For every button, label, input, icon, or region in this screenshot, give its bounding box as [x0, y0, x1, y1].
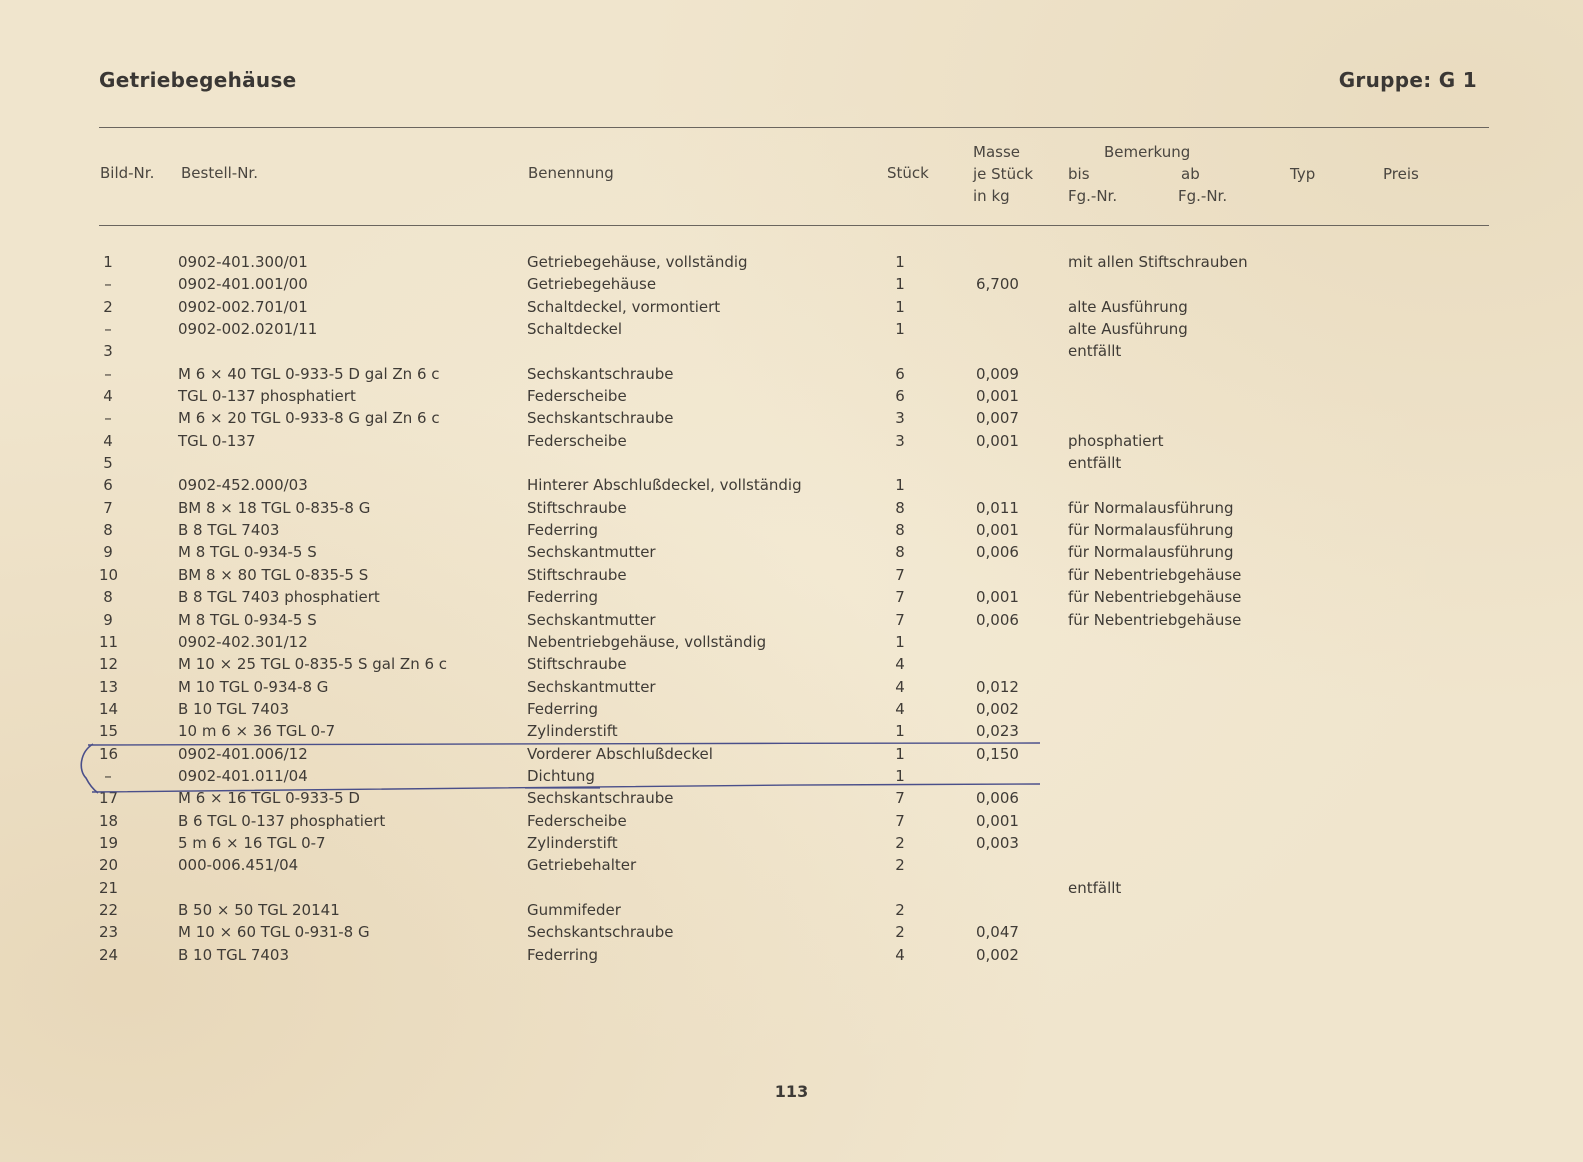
benennung-cell: Schaltdeckel: [527, 320, 623, 339]
bestell-cell: 0902-452.000/03: [178, 476, 308, 495]
bild-cell: –: [104, 275, 112, 294]
benennung-cell: Sechskantschraube: [527, 409, 674, 428]
bild-cell: –: [104, 320, 112, 339]
bild-cell: 22: [99, 900, 119, 919]
stueck-cell: 1: [895, 275, 905, 294]
stueck-cell: 8: [895, 521, 905, 540]
benennung-cell: Sechskantschraube: [527, 364, 674, 383]
bestell-cell: 10 m 6 × 36 TGL 0-7: [178, 722, 336, 741]
stueck-cell: 8: [895, 498, 905, 517]
bild-cell: 8: [103, 521, 113, 540]
bemerkung-cell: alte Ausführung: [1068, 320, 1188, 339]
masse-cell: 0,003: [976, 833, 1019, 852]
bestell-cell: 0902-402.301/12: [178, 632, 308, 651]
bild-cell: 14: [99, 699, 119, 718]
group-label: Gruppe: G 1: [1338, 68, 1477, 92]
bild-cell: 2: [103, 297, 113, 316]
bestell-cell: BM 8 × 80 TGL 0-835-5 S: [178, 565, 369, 584]
masse-cell: 0,023: [976, 722, 1019, 741]
bild-cell: –: [104, 766, 112, 785]
stueck-cell: 1: [895, 297, 905, 316]
col-header-bestell: Bestell-Nr.: [181, 164, 258, 182]
benennung-cell: Stiftschraube: [527, 498, 627, 517]
stueck-cell: 1: [895, 766, 905, 785]
masse-cell: 0,006: [976, 543, 1019, 562]
bestell-cell: 5 m 6 × 16 TGL 0-7: [178, 833, 326, 852]
benennung-cell: Stiftschraube: [527, 655, 627, 674]
bemerkung-cell: phosphatiert: [1068, 431, 1164, 450]
masse-cell: 6,700: [976, 275, 1019, 294]
bemerkung-cell: alte Ausführung: [1068, 297, 1188, 316]
benennung-cell: Hinterer Abschlußdeckel, vollständig: [527, 476, 802, 495]
benennung-cell: Gummifeder: [527, 900, 621, 919]
benennung-cell: Stiftschraube: [527, 565, 627, 584]
bestell-cell: 0902-401.001/00: [178, 275, 308, 294]
bestell-cell: B 8 TGL 7403: [178, 521, 280, 540]
bild-cell: 24: [99, 945, 119, 964]
col-header-bemerkung: Bemerkung: [1104, 143, 1191, 161]
benennung-cell: Zylinderstift: [527, 722, 618, 741]
col-header-masse-je-stueck: je Stück: [973, 165, 1034, 183]
masse-cell: 0,009: [976, 364, 1019, 383]
benennung-cell: Federring: [527, 521, 599, 540]
page-title: Getriebegehäuse: [99, 68, 297, 92]
stueck-cell: 4: [895, 677, 905, 696]
bemerkung-cell: für Normalausführung: [1068, 543, 1234, 562]
col-header-preis: Preis: [1383, 165, 1419, 183]
bemerkung-cell: entfällt: [1068, 878, 1122, 897]
bemerkung-cell: für Nebentriebgehäuse: [1068, 610, 1242, 629]
col-header-benennung: Benennung: [528, 164, 614, 182]
bild-cell: 3: [103, 342, 113, 361]
masse-cell: 0,001: [976, 521, 1019, 540]
benennung-cell: Sechskantschraube: [527, 923, 674, 942]
pen-line-top: [88, 743, 1040, 745]
masse-cell: 0,007: [976, 409, 1019, 428]
bestell-cell: B 8 TGL 7403 phosphatiert: [178, 588, 380, 607]
masse-cell: 0,012: [976, 677, 1019, 696]
benennung-cell: Federscheibe: [527, 387, 627, 406]
masse-cell: 0,006: [976, 610, 1019, 629]
stueck-cell: 7: [895, 811, 905, 830]
bild-cell: 8: [103, 588, 113, 607]
benennung-cell: Vorderer Abschlußdeckel: [527, 744, 713, 763]
benennung-cell: Federring: [527, 945, 599, 964]
masse-cell: 0,047: [976, 923, 1019, 942]
masse-cell: 0,150: [976, 744, 1019, 763]
bild-cell: 17: [99, 789, 119, 808]
col-header-masse-unit: in kg: [973, 187, 1010, 205]
bild-cell: 10: [99, 565, 119, 584]
stueck-cell: 3: [895, 431, 905, 450]
bestell-cell: TGL 0-137 phosphatiert: [178, 387, 356, 406]
bestell-cell: B 50 × 50 TGL 20141: [178, 900, 340, 919]
bemerkung-cell: für Nebentriebgehäuse: [1068, 588, 1242, 607]
stueck-cell: 4: [895, 655, 905, 674]
stueck-cell: 6: [895, 364, 905, 383]
bestell-cell: 0902-401.011/04: [178, 766, 308, 785]
bild-cell: 16: [99, 744, 119, 763]
benennung-cell: Getriebegehäuse: [527, 275, 657, 294]
bestell-cell: BM 8 × 18 TGL 0-835-8 G: [178, 498, 371, 517]
bestell-cell: M 6 × 20 TGL 0-933-8 G gal Zn 6 c: [178, 409, 440, 428]
stueck-cell: 1: [895, 320, 905, 339]
bestell-cell: TGL 0-137: [178, 431, 256, 450]
col-header-masse: Masse: [973, 143, 1020, 161]
stueck-cell: 7: [895, 610, 905, 629]
bild-cell: 4: [103, 431, 113, 450]
bild-cell: 7: [103, 498, 113, 517]
benennung-cell: Getriebegehäuse, vollständig: [527, 253, 748, 271]
bild-cell: 1: [103, 253, 113, 271]
stueck-cell: 2: [895, 923, 905, 942]
stueck-cell: 1: [895, 476, 905, 495]
bestell-cell: B 6 TGL 0-137 phosphatiert: [178, 811, 386, 830]
benennung-cell: Nebentriebgehäuse, vollständig: [527, 632, 767, 651]
bild-cell: 9: [103, 610, 113, 629]
bestell-cell: B 10 TGL 7403: [178, 945, 289, 964]
benennung-cell: Sechskantschraube: [527, 789, 674, 808]
col-header-fg-ab: Fg.-Nr.: [1178, 187, 1228, 205]
bild-cell: 15: [99, 722, 119, 741]
benennung-cell: Federring: [527, 588, 599, 607]
bestell-cell: M 8 TGL 0-934-5 S: [178, 610, 317, 629]
benennung-cell: Getriebehalter: [527, 856, 637, 875]
stueck-cell: 1: [895, 253, 905, 271]
masse-cell: 0,011: [976, 498, 1019, 517]
stueck-cell: 4: [895, 945, 905, 964]
bemerkung-cell: für Normalausführung: [1068, 498, 1234, 517]
col-header-bis: bis: [1068, 165, 1090, 183]
col-header-stueck: Stück: [887, 164, 929, 182]
stueck-cell: 8: [895, 543, 905, 562]
bestell-cell: 0902-401.300/01: [178, 253, 308, 271]
bild-cell: 5: [103, 454, 113, 473]
bild-cell: 23: [99, 923, 119, 942]
bild-cell: 18: [99, 811, 119, 830]
stueck-cell: 6: [895, 387, 905, 406]
bestell-cell: 0902-002.0201/11: [178, 320, 318, 339]
bild-cell: –: [104, 409, 112, 428]
masse-cell: 0,001: [976, 387, 1019, 406]
bestell-cell: 0902-401.006/12: [178, 744, 308, 763]
col-header-typ: Typ: [1290, 165, 1316, 183]
benennung-cell: Sechskantmutter: [527, 677, 656, 696]
stueck-cell: 7: [895, 565, 905, 584]
bild-cell: 13: [99, 677, 119, 696]
masse-cell: 0,002: [976, 945, 1019, 964]
masse-cell: 0,001: [976, 431, 1019, 450]
stueck-cell: 7: [895, 588, 905, 607]
benennung-cell: Zylinderstift: [527, 833, 618, 852]
bild-cell: 11: [99, 632, 119, 651]
col-header-fg-bis: Fg.-Nr.: [1068, 187, 1118, 205]
bild-cell: 21: [99, 878, 119, 897]
bild-cell: 6: [103, 476, 113, 495]
bild-cell: 19: [99, 833, 119, 852]
stueck-cell: 2: [895, 900, 905, 919]
pen-bracket: [81, 744, 98, 793]
bild-cell: 9: [103, 543, 113, 562]
bemerkung-cell: entfällt: [1068, 454, 1122, 473]
benennung-cell: Federring: [527, 699, 599, 718]
stueck-cell: 1: [895, 722, 905, 741]
bestell-cell: M 8 TGL 0-934-5 S: [178, 543, 317, 562]
stueck-cell: 4: [895, 699, 905, 718]
bild-cell: –: [104, 364, 112, 383]
page-number: 113: [774, 1082, 809, 1101]
bild-cell: 12: [99, 655, 119, 674]
benennung-cell: Sechskantmutter: [527, 610, 656, 629]
bemerkung-cell: mit allen Stiftschrauben: [1068, 253, 1248, 271]
benennung-cell: Dichtung: [527, 766, 595, 785]
stueck-cell: 1: [895, 744, 905, 763]
stueck-cell: 3: [895, 409, 905, 428]
col-header-ab: ab: [1181, 165, 1200, 183]
masse-cell: 0,001: [976, 588, 1019, 607]
benennung-cell: Sechskantmutter: [527, 543, 656, 562]
col-header-bild: Bild-Nr.: [100, 164, 155, 182]
masse-cell: 0,002: [976, 699, 1019, 718]
stueck-cell: 1: [895, 632, 905, 651]
bestell-cell: M 6 × 40 TGL 0-933-5 D gal Zn 6 c: [178, 364, 440, 383]
masse-cell: 0,001: [976, 811, 1019, 830]
bestell-cell: M 10 TGL 0-934-8 G: [178, 677, 329, 696]
bild-cell: 4: [103, 387, 113, 406]
bestell-cell: B 10 TGL 7403: [178, 699, 289, 718]
bestell-cell: M 6 × 16 TGL 0-933-5 D: [178, 789, 360, 808]
stueck-cell: 7: [895, 789, 905, 808]
masse-cell: 0,006: [976, 789, 1019, 808]
bild-cell: 20: [99, 856, 119, 875]
benennung-cell: Federscheibe: [527, 811, 627, 830]
benennung-cell: Schaltdeckel, vormontiert: [527, 297, 721, 316]
bemerkung-cell: entfällt: [1068, 342, 1122, 361]
stueck-cell: 2: [895, 856, 905, 875]
bemerkung-cell: für Normalausführung: [1068, 521, 1234, 540]
bestell-cell: M 10 × 60 TGL 0-931-8 G: [178, 923, 370, 942]
bemerkung-cell: für Nebentriebgehäuse: [1068, 565, 1242, 584]
bestell-cell: 0902-002.701/01: [178, 297, 308, 316]
bestell-cell: 000-006.451/04: [178, 856, 299, 875]
bestell-cell: M 10 × 25 TGL 0-835-5 S gal Zn 6 c: [178, 655, 448, 674]
stueck-cell: 2: [895, 833, 905, 852]
benennung-cell: Federscheibe: [527, 431, 627, 450]
